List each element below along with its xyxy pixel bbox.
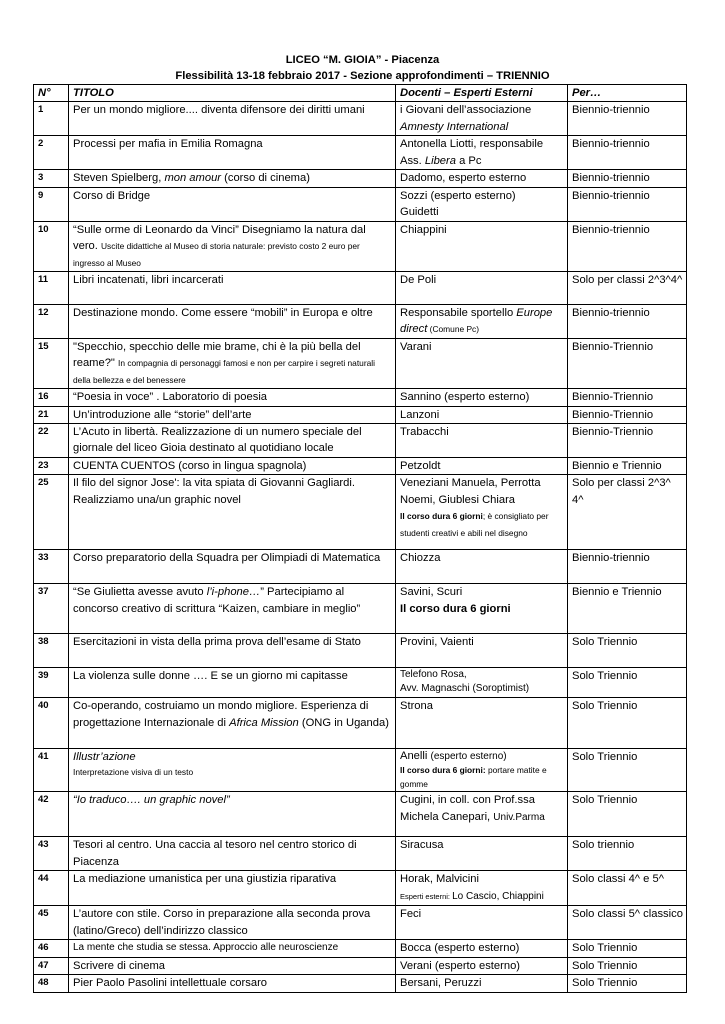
table-row xyxy=(34,975,687,992)
row-title xyxy=(69,305,396,339)
row-title xyxy=(69,940,396,957)
column-header-teachers: Docenti – Esperti Esterni xyxy=(396,85,568,102)
teachers-text: Lanzoni xyxy=(400,408,440,421)
row-for: Biennio-triennio xyxy=(568,102,687,136)
title-italic: l’i-phone… xyxy=(206,586,261,599)
row-title xyxy=(69,871,396,906)
title-text: Esercitazioni in vista della prima prova dell’esame di Stato xyxy=(73,636,361,649)
row-teachers xyxy=(396,424,568,458)
row-title xyxy=(69,837,396,871)
teachers-text: Veneziani Manuela, Perrotta Noemi, Giublesi Chiara xyxy=(400,477,541,506)
row-teachers xyxy=(396,187,568,221)
row-teachers xyxy=(396,668,568,698)
table-row xyxy=(34,305,687,339)
row-teachers xyxy=(396,221,568,271)
row-teachers xyxy=(396,584,568,634)
row-number: 3 xyxy=(34,170,69,187)
row-teachers xyxy=(396,272,568,305)
row-title xyxy=(69,668,396,698)
row-title xyxy=(69,906,396,940)
title-text: La mente che studia se stessa. Approccio alle neuroscienze xyxy=(73,942,339,954)
title-text: Scrivere di cinema xyxy=(73,959,166,972)
table-row xyxy=(34,458,687,475)
teachers-text: Varani xyxy=(400,341,432,354)
table-row xyxy=(34,668,687,698)
row-for: Solo classi 4^ e 5^ xyxy=(568,871,687,906)
table-row xyxy=(34,957,687,974)
teachers-label: Esperti esterni: xyxy=(400,891,453,901)
title-italic: mon amour xyxy=(164,172,222,185)
table-row xyxy=(34,871,687,906)
title-note: Interpretazione visiva di un testo xyxy=(73,766,194,777)
row-teachers xyxy=(396,170,568,187)
teachers-text: Telefono Rosa, xyxy=(400,669,467,681)
title-text: Processi per mafia in Emilia Romagna xyxy=(73,138,263,151)
row-title xyxy=(69,550,396,584)
row-title xyxy=(69,221,396,271)
teachers-duration: Il corso dura 6 giorni xyxy=(400,602,511,615)
row-title xyxy=(69,389,396,406)
row-number: 25 xyxy=(34,475,69,550)
row-teachers xyxy=(396,957,568,974)
row-title xyxy=(69,584,396,634)
teachers-text: Sozzi (esperto esterno) xyxy=(400,189,516,202)
row-number: 33 xyxy=(34,550,69,584)
row-teachers xyxy=(396,792,568,837)
row-for: Solo per classi 2^3^4^ xyxy=(568,272,687,305)
row-title xyxy=(69,458,396,475)
row-number: 2 xyxy=(34,136,69,170)
row-number: 16 xyxy=(34,389,69,406)
teachers-italic: Europe direct xyxy=(400,307,553,336)
title-text: Pier Paolo Pasolini intellettuale corsaro xyxy=(73,977,268,990)
row-teachers xyxy=(396,102,568,136)
row-for: Solo classi 5^ classico xyxy=(568,906,687,940)
row-teachers xyxy=(396,458,568,475)
table-row xyxy=(34,634,687,668)
row-number: 41 xyxy=(34,749,69,792)
row-title xyxy=(69,957,396,974)
row-for: Solo Triennio xyxy=(568,792,687,837)
teachers-text: Trabacchi xyxy=(400,426,449,439)
teachers-role: (esperto esterno) xyxy=(430,751,507,763)
row-number: 46 xyxy=(34,940,69,957)
table-row xyxy=(34,424,687,458)
row-number: 38 xyxy=(34,634,69,668)
table-row xyxy=(34,339,687,389)
row-teachers xyxy=(396,136,568,170)
teachers-note: Univ.Parma xyxy=(493,812,545,824)
title-text: Steven Spielberg, xyxy=(73,172,165,185)
title-text: “Io traduco…. un graphic novel” xyxy=(73,794,230,807)
teachers-text: Horak, Malvicini xyxy=(400,873,479,886)
teachers-text: De Poli xyxy=(400,274,437,287)
row-for: Biennio-Triennio xyxy=(568,389,687,406)
title-text: La mediazione umanistica per una giustizia riparativa xyxy=(73,873,337,886)
row-number: 47 xyxy=(34,957,69,974)
row-number: 12 xyxy=(34,305,69,339)
row-title xyxy=(69,406,396,423)
row-title xyxy=(69,475,396,550)
row-teachers xyxy=(396,698,568,749)
row-for: Solo Triennio xyxy=(568,668,687,698)
column-header-title: TITOLO xyxy=(69,85,396,102)
courses-table xyxy=(33,84,687,993)
column-header-for: Per… xyxy=(568,85,687,102)
row-title xyxy=(69,187,396,221)
school-title: LICEO “M. GIOIA” - Piacenza xyxy=(285,54,440,66)
teachers-text: Antonella Liotti, responsabile Ass. xyxy=(400,138,544,167)
row-for: Solo Triennio xyxy=(568,940,687,957)
row-for: Solo Triennio xyxy=(568,957,687,974)
teachers-note: portare matite e gomme xyxy=(400,765,547,790)
teachers-text-end: a Pc xyxy=(455,154,482,167)
row-for: Biennio-triennio xyxy=(568,550,687,584)
row-title xyxy=(69,102,396,136)
row-teachers xyxy=(396,406,568,423)
teachers-text: Bocca (esperto esterno) xyxy=(400,942,520,955)
table-row xyxy=(34,475,687,550)
row-number: 37 xyxy=(34,584,69,634)
row-number: 39 xyxy=(34,668,69,698)
title-text: Co-operando, costruiamo un mondo migliore. Esperienza di progettazione Internazionale di xyxy=(73,700,369,729)
teachers-text: Chiozza xyxy=(400,552,441,565)
teachers-text: Feci xyxy=(400,908,422,921)
row-number: 45 xyxy=(34,906,69,940)
row-for: Biennio-Triennio xyxy=(568,339,687,389)
row-teachers xyxy=(396,389,568,406)
teachers-duration: Il corso dura 6 giorni xyxy=(400,511,483,522)
row-title xyxy=(69,792,396,837)
row-number: 42 xyxy=(34,792,69,837)
teachers-note: ; è consigliato per studenti creativi e abili nel disegno xyxy=(400,511,549,538)
table-row xyxy=(34,187,687,221)
row-teachers xyxy=(396,906,568,940)
row-teachers xyxy=(396,550,568,584)
table-row xyxy=(34,584,687,634)
row-teachers xyxy=(396,837,568,871)
row-number: 15 xyxy=(34,339,69,389)
teachers-text: Dadomo, esperto esterno xyxy=(400,172,527,185)
title-text: Destinazione mondo. Come essere “mobili” in Europa e oltre xyxy=(73,307,373,320)
row-number: 48 xyxy=(34,975,69,992)
row-number: 22 xyxy=(34,424,69,458)
table-row xyxy=(34,406,687,423)
title-text: Corso preparatorio della Squadra per Olimpiadi di Matematica xyxy=(73,552,381,565)
table-row xyxy=(34,837,687,871)
teachers-text: Savini, Scuri xyxy=(400,586,463,599)
row-for: Solo triennio xyxy=(568,837,687,871)
row-number: 1 xyxy=(34,102,69,136)
row-number: 10 xyxy=(34,221,69,271)
teachers-text: Sannino (esperto esterno) xyxy=(400,391,530,404)
table-row xyxy=(34,221,687,271)
row-teachers xyxy=(396,305,568,339)
row-teachers xyxy=(396,940,568,957)
row-teachers xyxy=(396,975,568,992)
event-subtitle: Flessibilità 13-18 febbraio 2017 - Sezione approfondimenti – TRIENNIO xyxy=(175,70,550,82)
table-row xyxy=(34,906,687,940)
row-title xyxy=(69,698,396,749)
teachers-italic: Libera xyxy=(424,154,456,167)
row-title xyxy=(69,170,396,187)
table-row xyxy=(34,749,687,792)
teachers-text: Cugini, in coll. con Prof.ssa Michela Canepari, xyxy=(400,794,535,824)
row-for: Biennio-triennio xyxy=(568,170,687,187)
table-header-row xyxy=(34,85,687,102)
row-number: 11 xyxy=(34,272,69,305)
table-row xyxy=(34,272,687,305)
column-header-number: N° xyxy=(34,85,69,102)
title-italic: Africa Mission xyxy=(229,716,299,729)
title-text: “Se Giulietta avesse avuto xyxy=(73,586,207,599)
teachers-duration: Il corso dura 6 giorni: xyxy=(400,765,486,776)
row-title xyxy=(69,424,396,458)
title-text-end: (ONG in Uganda) xyxy=(298,716,389,729)
row-number: 21 xyxy=(34,406,69,423)
document-header xyxy=(0,52,725,84)
row-teachers xyxy=(396,871,568,906)
title-text-end: (corso di cinema) xyxy=(221,172,310,185)
teachers-italic: Amnesty International xyxy=(400,120,509,133)
row-for: Solo Triennio xyxy=(568,975,687,992)
row-for: Solo Triennio xyxy=(568,749,687,792)
row-for: Biennio e Triennio xyxy=(568,584,687,634)
row-title xyxy=(69,272,396,305)
row-for: Biennio-Triennio xyxy=(568,424,687,458)
title-text: Illustr’azione xyxy=(73,751,136,764)
row-number: 40 xyxy=(34,698,69,749)
title-text: La violenza sulle donne …. E se un giorno mi capitasse xyxy=(73,670,348,683)
table-row xyxy=(34,792,687,837)
teachers-text: Provini, Vaienti xyxy=(400,636,474,649)
title-text: L’Acuto in libertà. Realizzazione di un numero speciale del giornale del liceo Gioia destinato al quotidiano locale xyxy=(73,426,362,455)
table-row xyxy=(34,170,687,187)
title-note: In compagnia di personaggi famosi e non per carpire i segreti naturali della bellezza e del benessere xyxy=(73,358,375,385)
teachers-text: Bersani, Peruzzi xyxy=(400,977,482,990)
row-title xyxy=(69,975,396,992)
table-row xyxy=(34,102,687,136)
teachers-text: Chiappini xyxy=(400,223,447,236)
title-text: “Poesia in voce” . Laboratorio di poesia xyxy=(73,391,268,404)
row-teachers xyxy=(396,339,568,389)
title-text: "Specchio, specchio delle mie brame, chi è la più bella del reame?" xyxy=(73,341,361,370)
title-text: Tesori al centro. Una caccia al tesoro nel centro storico di Piacenza xyxy=(73,839,357,868)
row-title xyxy=(69,339,396,389)
teachers-text: Siracusa xyxy=(400,839,444,852)
table-row xyxy=(34,550,687,584)
title-text-end: ” Partecipiamo al concorso creativo di scrittura “Kaizen, cambiare in meglio” xyxy=(73,586,361,615)
table-row xyxy=(34,940,687,957)
title-text: “Sulle orme di Leonardo da Vinci” Disegniamo la natura dal vero. xyxy=(73,223,366,253)
row-for: Biennio-triennio xyxy=(568,221,687,271)
table-row xyxy=(34,136,687,170)
teachers-experts: Lo Cascio, Chiappini xyxy=(452,890,544,902)
title-note: Uscite didattiche al Museo di storia naturale: previsto costo 2 euro per ingresso al Museo xyxy=(73,241,360,268)
row-for: Biennio e Triennio xyxy=(568,458,687,475)
row-title xyxy=(69,136,396,170)
title-text: Corso di Bridge xyxy=(73,189,151,202)
row-number: 44 xyxy=(34,871,69,906)
row-teachers xyxy=(396,634,568,668)
row-teachers xyxy=(396,475,568,550)
table-row xyxy=(34,389,687,406)
row-number: 23 xyxy=(34,458,69,475)
row-number: 43 xyxy=(34,837,69,871)
teachers-text: i Giovani dell’associazione xyxy=(400,104,532,117)
teachers-text: Verani (esperto esterno) xyxy=(400,959,521,972)
title-text: CUENTA CUENTOS (corso in lingua spagnola) xyxy=(73,460,307,473)
teachers-text: Strona xyxy=(400,700,433,713)
teachers-text-2: Guidetti xyxy=(400,206,439,219)
table-row xyxy=(34,698,687,749)
teachers-text: Responsabile sportello xyxy=(400,307,517,320)
row-for: Solo per classi 2^3^ 4^ xyxy=(568,475,687,550)
row-title xyxy=(69,749,396,792)
row-for: Biennio-Triennio xyxy=(568,406,687,423)
title-text: Libri incatenati, libri incarcerati xyxy=(73,274,224,287)
row-for: Solo Triennio xyxy=(568,634,687,668)
row-teachers xyxy=(396,749,568,792)
row-for: Solo Triennio xyxy=(568,698,687,749)
row-title xyxy=(69,634,396,668)
title-text: Un’introduzione alle “storie” dell’arte xyxy=(73,408,252,421)
row-for: Biennio-triennio xyxy=(568,136,687,170)
row-for: Biennio-triennio xyxy=(568,305,687,339)
teachers-text-2: Avv. Magnaschi (Soroptimist) xyxy=(400,683,530,695)
teachers-text: Anelli xyxy=(400,750,431,763)
title-text: Per un mondo migliore.... diventa difensore dei diritti umani xyxy=(73,104,365,117)
title-text: L’autore con stile. Corso in preparazione alla seconda prova (latino/Greco) dell’indirizzo classico xyxy=(73,908,371,937)
teachers-text: Petzoldt xyxy=(400,460,441,473)
teachers-note: (Comune Pc) xyxy=(427,324,480,335)
row-number: 9 xyxy=(34,187,69,221)
row-for: Biennio-triennio xyxy=(568,187,687,221)
title-text: Il filo del signor Jose': la vita spiata di Giovanni Gagliardi. Realizziamo una/un graphic novel xyxy=(73,477,355,506)
